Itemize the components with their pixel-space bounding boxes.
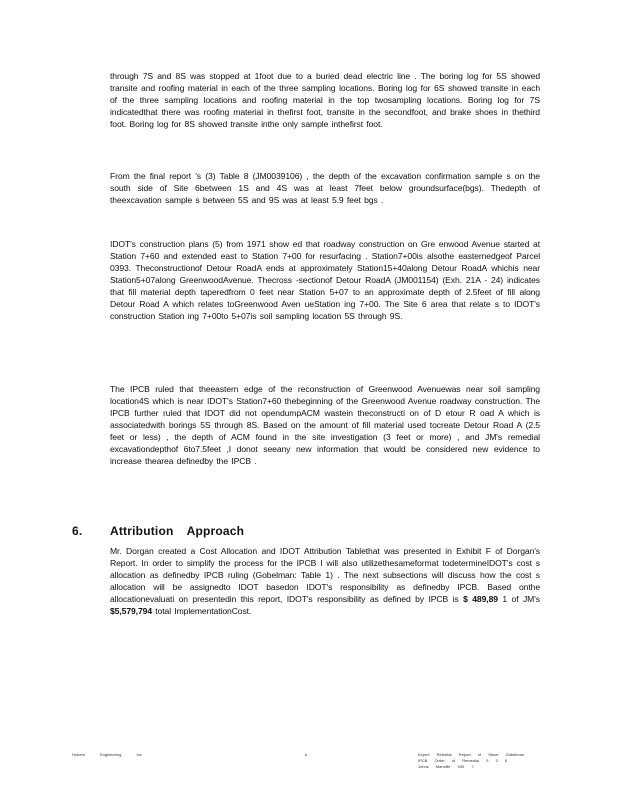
footer-company: Hubers Engineering Inc [72,752,142,757]
footer-report-info [418,752,548,770]
footer-page-number: 6 [305,752,308,757]
paragraph-final-report: From the final report 's (3) Table 8 (JM0039106) , the depth of the excavation confirmation sample s on the south side of Site 6between 1S and 4S was at least 7feet below groundsurface(bgs). Thedepth of theexcavation sample s between 5S and 9S was at least 5.9 feet bgs . [110,171,540,205]
paragraph-construction-plans: IDOT's construction plans (5) from 1971 show ed that roadway construction on Gre enwood Avenue started at Station 7+60 and extended east to Station 7+00 for resurfacing . Station7+00is alsothe easternedgeof Parcel 0393. Theconstructionof Detour RoadA ends at approximately Station15+40along Detour RoadA whichis near Station5+07along GreenwoodAvenue. Thecross -sectionof Detour RoadA (JM001154) (Exh. 21A - 24) indicates that fill material depth taperedfrom 0 feet near Station 5+07 to an approximate depth of 2.5feet of fill along Detour Road A which relates toGreenwood Aven ueStation ing 7+00. The Site 6 area that relate s to IDOT's construction Station ing 7+00to 5+07is soil sampling location 5S through 9S. [110,239,540,321]
paragraph-attribution-mid: 1 of JM's [497,594,540,604]
paragraph-boring-logs: through 7S and 8S was stopped at 1foot due to a buried dead electric line . The boring log for 5S showed transite and roofing material in each of the three sampling locations. Boring log for 6S showed transite in each of the three sampling locations and roofing material in the top twosampling locations. Boring log for 7S indicatedthat there was roofing material in thefirst foot, transite in the secondfoot, and brake shoes in thethird foot. Boring log for 8S showed transite inthe only sample inthefirst foot. [110,71,540,129]
paragraph-ipcb-ruling: The IPCB ruled that theeastern edge of the reconstruction of Greenwood Avenuewas near soil sampling location4S which is near IDOT's Station7+60 thebeginning of the Greenwood Avenue roadway construction. The IPCB further ruled that IDOT did not opendumpACM wastein theconstructi on of D etour R oad A which is associatedwith borings 5S through 8S. Based on the amount of fill material used tocreate Detour Road A (2.5 feet or less) , the depth of ACM found in the site investigation (3 feet or more) , and JM's remedial excavationdepthof 6to7.5feet ,I donot seeany new information that would be considered new evidence to increase thearea definedby the IPCB . [110,384,540,466]
idot-cost-amount: $ 489,89 [463,594,498,604]
footer-report-line-3: Johns Manville 000 7 [418,764,474,769]
page-footer [0,752,618,782]
section-title: Attribution Approach [110,524,245,538]
paragraph-attribution-end: total ImplementationCost. [152,606,252,616]
paragraph-attribution [110,545,540,617]
section-heading [72,524,542,540]
footer-report-line-2: IPCB Order of Remedial 5 3 6 [418,758,508,763]
footer-report-line-1: Expert Rebuttal Report of Steve Gobelman [418,752,525,757]
section-number: 6. [72,524,83,538]
total-cost-amount: $5,579,794 [110,606,153,616]
paragraph-attribution-text: Mr. Dorgan created a Cost Allocation and IDOT Attribution Tablethat was presented in Exhibit F of Dorgan's Report. In order to simplify the process for the IPCB I will also utilizethesameformat todetermineIDOT's cost s allocation as definedby IPCB ruling (Gobelman: Table 1) . The next subsections will discuss how the cost s allocation will be assignedto IDOT basedon IDOT's responsibility as definedby IPCB. Based onthe allocationevaluati on presentedin this report, IDOT's responsibility as defined by IPCB is [110,546,540,604]
